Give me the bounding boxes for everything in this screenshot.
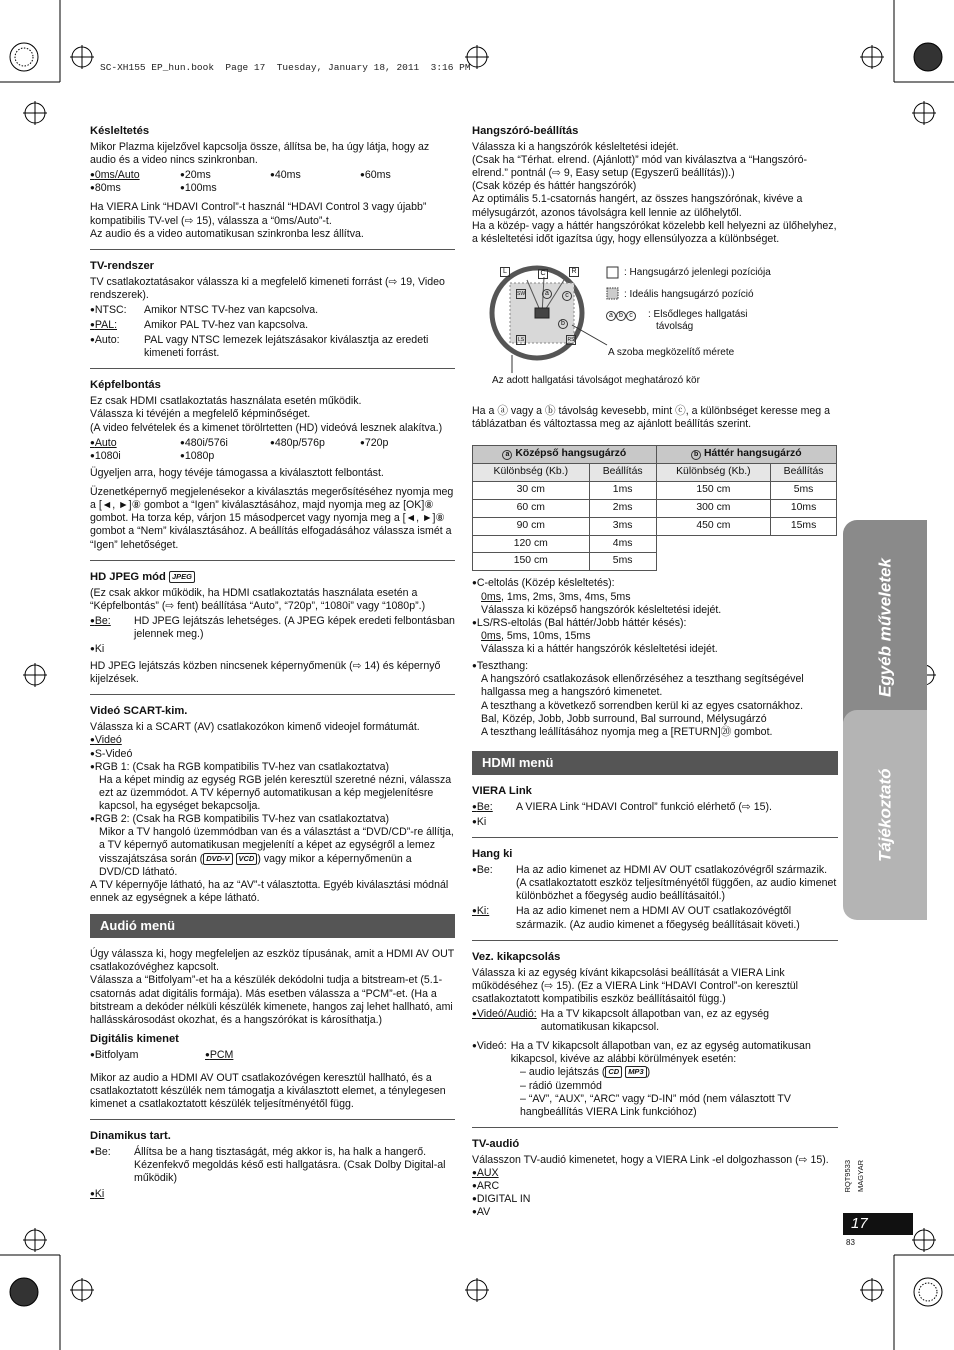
option-item: ● Auto	[90, 437, 180, 450]
exception-item: – “AV”, “AUX”, “ARC” vagy “D-IN” mód (nem választott TV hangbeállítás VIERA Link funkcióhoz)	[520, 1092, 791, 1118]
table-row	[473, 499, 837, 517]
section-vez-kikapcsolas	[472, 951, 838, 1128]
option-row	[472, 1008, 838, 1034]
speaker-sw: SW	[517, 290, 526, 297]
option-list	[90, 1049, 455, 1062]
section-kepfelbontas	[90, 379, 455, 560]
option-value: HD JPEG lejátszás lehetséges. (A JPEG képek eredeti felbontásban jelennek meg.)	[134, 614, 455, 640]
option-item: ● Teszthang:	[472, 660, 838, 673]
exception-text: – audio lejátszás (	[520, 1066, 606, 1079]
option-row	[90, 319, 455, 332]
option-key: ● Videó/Audió:	[472, 1008, 537, 1034]
option-key: ● PAL:	[90, 319, 144, 332]
point-c: c	[562, 291, 572, 301]
section-title: Dinamikus tart.	[90, 1130, 171, 1143]
header-center	[473, 446, 657, 464]
option-value: Amikor PAL TV-hez van kapcsolva.	[144, 319, 309, 332]
option-key: ● Videó:	[472, 1040, 507, 1066]
option-item: ● Videó	[90, 734, 455, 747]
header-rear	[656, 446, 836, 464]
option-key: ● Be:	[472, 864, 516, 903]
option-desc	[90, 826, 455, 879]
option-key: ● Ki	[90, 643, 104, 656]
cd-tag: CD	[605, 1066, 622, 1078]
option-value: Ha a TV kikapcsolt állapotban van, ez az egység automatikusan kikapcsol.	[540, 1007, 770, 1034]
legend-distance-marks	[606, 309, 636, 321]
side-tab-label: Egyéb műveletek	[875, 558, 895, 697]
book-header-line: SC-XH155 EP_hun.book Page 17 Tuesday, January 18, 2011 3:16 PM	[100, 62, 471, 73]
section-hangszoro-beallitas	[472, 125, 838, 246]
option-row	[90, 643, 455, 656]
option-item: ● C-eltolás (Közép késleltetés):	[472, 577, 838, 590]
table-subheader-row	[473, 464, 837, 482]
option-item: ● 1080i	[90, 450, 180, 463]
exception-text: )	[646, 1066, 651, 1079]
option-value: Ha az adio kimenet nem a HDMI AV OUT csatlakozóvégtől származik. (Az audio kimenet a főegység beállításait követi.)	[516, 905, 800, 931]
option-item: ● Bitfolyam	[90, 1049, 205, 1062]
side-tab-other-operations	[843, 520, 927, 735]
option-desc: Bal, Közép, Jobb, Jobb surround, Bal surround, Mélysugárzó	[481, 712, 767, 725]
cell: 450 cm	[656, 517, 771, 535]
speaker-l: L	[500, 267, 510, 277]
section-desc: Ha a közép- vagy a háttér hangszórókat közelebb kell helyezni az ülőhelyhez, a késleltetési időt igazítsa úgy, hogy ellensúlyozza a különbséget.	[472, 219, 837, 245]
option-item: ● 0ms/Auto	[90, 169, 180, 182]
cell: 120 cm	[473, 535, 590, 553]
cell: 10ms	[771, 499, 837, 517]
empty-cell	[771, 553, 837, 571]
section-desc: Válassza ki a hangszórók késleltetési idejét.	[472, 140, 679, 153]
empty-cell	[656, 535, 771, 553]
difference-note: Ha a ⓐ vagy a ⓑ távolság kevesebb, mint ⓒ, a különbséget keresse meg a táblázatban és változtassa meg az ajánlott beállítás szerint.	[472, 404, 831, 431]
section-desc: Válassza ki az egység kívánt kikapcsolási beállítását a VIERA Link működéséhez (⇨ 15). (Ez a VIERA Link “HDAVI Control”-on keresztül csatlakoztatott kompatibilis eszköz beállításaitól függ.)	[472, 966, 799, 1005]
section-title: TV-audió	[472, 1137, 520, 1150]
option-desc: A teszthang leállításához nyomja meg a [RETURN]⑳ gombot.	[481, 725, 773, 738]
cell: 60 cm	[473, 499, 590, 517]
section-note: Üzenetképernyő megjelenésekor a kiválasztás megerősítéséhez nyomja meg a [◄, ►]⑧ gombot a “Igen” kiválasztásához, majd nyomja meg az [OK]⑧ gombot. Ha torza kép, várjon 15 másodpercet vagy nyomja meg a [◄, ►]⑧ gombot a “Nem” kiválasztásához. A beállítás elfogadásához válassza ismét a “Igen” lehetőséget.	[90, 486, 454, 551]
option-value: Állítsa be a hang tisztaságát, még akkor is, ha halk a hangerő. Kézenfekvő megoldás késő esti hallgatásra. (Csak Dolby Digital-al működik)	[134, 1146, 446, 1185]
option-item: ● DIGITAL IN	[472, 1193, 838, 1206]
option-desc: A teszthang a következő sorrendben kerül ki az egyes csatornákhoz.	[481, 699, 804, 712]
option-values	[472, 630, 838, 643]
section-note: Ügyeljen arra, hogy tévéje támogassa a kiválasztott felbontást.	[90, 466, 384, 479]
header-text: Háttér hangsugárzó	[703, 448, 802, 460]
model-code: RQT9533	[843, 1160, 852, 1193]
page-number-small: 83	[846, 1238, 855, 1247]
legend-ideal: : Ideális hangsugárzó pozíció	[624, 288, 754, 300]
table-row	[473, 517, 837, 535]
section-desc: Válasszon TV-audió kimenetet, hogy a VIERA Link -el dolgozhasson (⇨ 15).	[472, 1153, 829, 1166]
cell: 1ms	[589, 481, 656, 499]
empty-cell	[771, 535, 837, 553]
section-delay-options	[472, 577, 838, 739]
legend-current: : Hangsugárzó jelenlegi pozíciója	[624, 266, 771, 278]
option-list	[90, 169, 455, 195]
option-key: ● Be:	[472, 801, 516, 814]
option-item: ● RGB 2: (Csak ha RGB kompatibilis TV-hez van csatlakoztatva)	[90, 813, 455, 826]
cell: 300 cm	[656, 499, 771, 517]
speaker-diagram	[472, 255, 838, 397]
section-desc: (Csak ha “Térhat. elrend. (Ajánlott)” mód van kiválasztva a “Hangszóró-elrend.” pontnál (⇨ 9, Easy setup (Egyszerű beállítás)).)	[472, 154, 808, 180]
option-row	[472, 816, 838, 829]
section-hd-jpeg	[90, 571, 455, 696]
legend-distance: : Elsődleges hallgatási	[648, 308, 748, 320]
cell: 90 cm	[473, 517, 590, 535]
section-title: Képfelbontás	[90, 379, 161, 392]
side-tab-label: Tájékoztató	[875, 768, 895, 862]
option-item: ● S-Videó	[90, 748, 455, 761]
option-desc: Ha a képet mindig az egység RGB jelén keresztül szeretné nézni, válassza ezt az üzemmódot. A TV képernyő automatikusan a kép megjelenítésre kapcsol, ha egységet bekapcsolja.	[99, 773, 452, 813]
section-note: HD JPEG lejátszás közben nincsenek képernyőmenük (⇨ 14) és képernyő kijelzések.	[90, 660, 441, 686]
title-text: HD JPEG mód	[90, 570, 166, 583]
point-b: b	[558, 319, 568, 329]
mark-a: a	[502, 450, 512, 460]
option-item: ● 20ms	[180, 169, 270, 182]
option-item: ● RGB 1: (Csak ha RGB kompatibilis TV-hez van csatlakoztatva)	[90, 761, 455, 774]
subheader-setting: Beállítás	[771, 464, 837, 482]
section-digitalis-kimenet	[90, 1033, 455, 1120]
cell: 5ms	[589, 553, 656, 571]
option-value: Ha az adio kimenet az HDMI AV OUT csatlakozóvégről származik. (A csatlakoztatott eszköz teljesítményétől függően, az audio kimenet különbözhet a főegység audio beállításaitól.)	[516, 864, 837, 903]
exception-item: – rádió üzemmód	[520, 1079, 602, 1092]
circle-label: Az adott hallgatási távolságot meghatározó kör	[492, 374, 700, 386]
page-number: 17	[843, 1213, 913, 1235]
subheader-setting: Beállítás	[589, 464, 656, 482]
delay-table	[472, 445, 837, 571]
left-column	[90, 125, 455, 1210]
section-desc: (Csak közép és háttér hangszórók)	[472, 180, 637, 193]
side-tab-information	[843, 710, 927, 920]
section-dinamikus	[90, 1130, 455, 1200]
section-desc: (A video felvételek és a kimenet törölrtetten (HD) videóvá lesznek alakítva.)	[90, 421, 443, 434]
default-value: 0ms	[481, 629, 502, 642]
cell: 2ms	[589, 499, 656, 517]
option-row	[90, 615, 455, 641]
option-item: ● 480p/576p	[270, 437, 360, 450]
section-title: Hang ki	[472, 848, 513, 861]
option-key: ● NTSC:	[90, 304, 144, 317]
option-key: ● Ki	[472, 816, 486, 829]
option-item: ● ARC	[472, 1180, 838, 1193]
hdmi-menu-heading: HDMI menü	[472, 751, 838, 775]
table-row	[473, 535, 837, 553]
option-value: PAL vagy NTSC lemezek lejátszásakor kiválasztja az eredeti kimeneti forrást.	[144, 334, 429, 360]
option-row	[472, 905, 838, 931]
speaker-ls: LS	[517, 336, 525, 343]
section-kesleltetes	[90, 125, 455, 250]
cell: 5ms	[771, 481, 837, 499]
section-desc: Válassza ki a SCART (AV) csatlakozókon kimenő videojel formátumát.	[90, 721, 420, 734]
desc-text: Mikor a TV hangoló üzemmódban van és a választást a “DVD/CD”-re állítja, a TV képernyő automatikusan megjelenítí a képet az egységről a lemez visszajátszása során (	[99, 826, 454, 865]
audio-menu-heading: Audió menü	[90, 914, 455, 938]
section-title	[90, 571, 455, 585]
cell: 150 cm	[656, 481, 771, 499]
section-note: Ha VIERA Link “HDAVI Control”-t használ “HDAVI Control 3 vagy újabb” kompatibilis TV-vel (⇨ 15), válassza a “0ms/Auto”-t.	[90, 201, 427, 227]
section-video-scart	[90, 705, 455, 905]
option-desc: Válassza ki a háttér hangszórók késleltetési idejét.	[481, 643, 718, 655]
option-value: A VIERA Link “HDAVI Control” funkció elérhető (⇨ 15).	[516, 800, 772, 813]
audio-desc: Úgy válassza ki, hogy megfeleljen az eszköz típusának, amit a HDMI AV OUT csatlakozóvéghez kapcsolt.	[90, 948, 455, 974]
section-viera-link	[472, 785, 838, 838]
section-title: Vez. kikapcsolás	[472, 950, 561, 963]
default-value: 0ms	[481, 590, 502, 603]
table-header-row	[473, 446, 837, 464]
option-values	[472, 591, 838, 604]
empty-cell	[656, 553, 771, 571]
option-value: Ha a TV kikapcsolt állapotban van, ez az egység automatikusan kikapcsol, kivéve az alábbi körülmények esetén:	[510, 1040, 811, 1066]
option-item: ● PCM	[205, 1049, 320, 1062]
exception-item	[472, 1066, 838, 1079]
header-text: Középső hangsugárzó	[515, 448, 627, 460]
mark-b: b	[616, 311, 626, 321]
option-row	[90, 1188, 455, 1201]
option-item: ● 720p	[360, 437, 450, 450]
option-item: ● LS/RS-eltolás (Bal háttér/Jobb háttér késés):	[472, 617, 838, 630]
cell: 150 cm	[473, 553, 590, 571]
option-list	[90, 437, 455, 463]
subheader-diff: Különbség (Kb.)	[473, 464, 590, 482]
mark-a: a	[606, 311, 616, 321]
value-list: , 5ms, 10ms, 15ms	[501, 629, 591, 642]
dvd-v-tag: DVD-V	[203, 853, 232, 865]
speaker-c: C	[538, 269, 548, 279]
option-desc: Válassza ki középső hangszórók késleltetési idejét.	[481, 603, 722, 616]
option-value: Amikor NTSC TV-hez van kapcsolva.	[144, 303, 319, 316]
section-tv-audio	[472, 1138, 838, 1220]
section-hang-ki	[472, 848, 838, 941]
cell: 3ms	[589, 517, 656, 535]
cell: 4ms	[589, 535, 656, 553]
section-title: Késleltetés	[90, 125, 150, 137]
section-title: TV-rendszer	[90, 259, 155, 272]
table-row	[473, 481, 837, 499]
mark-c: c	[626, 311, 636, 321]
section-desc: Válassza ki tévéjén a megfelelő képminőséget.	[90, 408, 311, 421]
option-item: ● AUX	[472, 1167, 838, 1180]
option-item: ● 60ms	[360, 169, 450, 182]
section-desc: TV csatlakoztatásakor válassza ki a megfelelő kimeneti forrást (⇨ 19, Video rendszerek).	[90, 275, 445, 301]
section-note: Az audio és a video automatikusan szinkronba lesz állítva.	[90, 227, 364, 240]
cell: 30 cm	[473, 481, 590, 499]
speaker-r: R	[569, 267, 579, 277]
section-desc: (Ez csak akkor működik, ha HDMI csatlakoztatás használata esetén a “Képfelbontás” (⇨ fent) beállítása “Auto”, “720p”, “1080i” vagy “1080p”.)	[90, 586, 426, 612]
audio-desc: Válassza a “Bitfolyam”-et ha a készülék dekódolni tudja a bitstream-et (5.1-csatornás adat digitális formája). Más esetben válassza a “PCM”-et. (Ha a bitstream a dekóder nélküli készülék kimenete, hangos zaj lehet hallható, ami hallásskárosodást okozhat, és a hangszórókat is károsíthatja.)	[90, 974, 453, 1026]
option-key: ● Be:	[90, 615, 134, 641]
language-label: MAGYAR	[856, 1160, 865, 1192]
subheader-diff: Különbség (Kb.)	[656, 464, 771, 482]
point-a: a	[542, 289, 552, 299]
option-row	[472, 864, 838, 903]
section-desc: Ez csak HDMI csatlakoztatás használata esetén működik.	[90, 395, 362, 408]
option-item: ● 80ms	[90, 182, 180, 195]
value-list: , 1ms, 2ms, 3ms, 4ms, 5ms	[501, 590, 631, 603]
option-key: ● Ki:	[472, 905, 516, 931]
section-desc: Az optimális 5.1-csatornás hangért, az összes hangszórónak, kivéve a mélysugárzót, azonos távolságra kell lennie az ülőhelytől.	[472, 193, 803, 219]
option-item: ● AV	[472, 1206, 838, 1219]
option-row	[90, 334, 455, 360]
cell: 15ms	[771, 517, 837, 535]
option-key: ● Be:	[90, 1146, 134, 1185]
table-row	[473, 553, 837, 571]
jpeg-tag: JPEG	[169, 571, 195, 583]
section-tv-rendszer	[90, 260, 455, 370]
section-title: Digitális kimenet	[90, 1032, 179, 1045]
speaker-rs: RS	[567, 336, 575, 343]
option-row	[90, 304, 455, 317]
option-row	[472, 1040, 838, 1066]
option-item: ● 100ms	[180, 182, 270, 195]
option-row	[472, 801, 838, 814]
section-title: Videó SCART-kim.	[90, 705, 188, 718]
section-note: A TV képernyője látható, ha az “AV”-t választotta. Egyéb kiválasztási módnál ennek az egységnek a képe látható.	[90, 878, 449, 904]
vcd-tag: VCD	[236, 853, 258, 865]
option-key: ● Ki	[90, 1188, 104, 1201]
room-size-label: A szoba megközelítő mérete	[608, 346, 735, 358]
desc-text: ) vagy mikor a képernyőmenün a DVD/CD látható.	[99, 852, 412, 878]
option-desc: A hangszóró csatlakozások ellenőrzéséhez a teszthang segítségével hallgassa meg a hangszóró kimenetet.	[481, 673, 804, 699]
section-title: Hangszóró-beállítás	[472, 125, 579, 137]
option-item: ● 480i/576i	[180, 437, 270, 450]
option-item: ● 1080p	[180, 450, 270, 463]
right-column	[472, 125, 838, 1228]
mark-b: b	[691, 450, 701, 460]
section-note: Mikor az audio a HDMI AV OUT csatlakozóvégen keresztül hallható, és a csatlakoztatott készülék nem támogatja a kiválasztott elemet, a ténylegesen kimenet a csatlakoztatott készülék teljesítményétől függ.	[90, 1071, 446, 1111]
legend-distance-2: távolság	[656, 320, 694, 332]
option-row	[90, 1146, 455, 1185]
option-item: ● 40ms	[270, 169, 360, 182]
mp3-tag: MP3	[625, 1066, 646, 1078]
option-key: ● Auto:	[90, 334, 144, 360]
section-title: VIERA Link	[472, 784, 532, 797]
section-desc: Mikor Plazma kijelzővel kapcsolja össze, állítsa be, ha úgy látja, hogy az audio és a video nincs szinkronban.	[90, 140, 430, 167]
